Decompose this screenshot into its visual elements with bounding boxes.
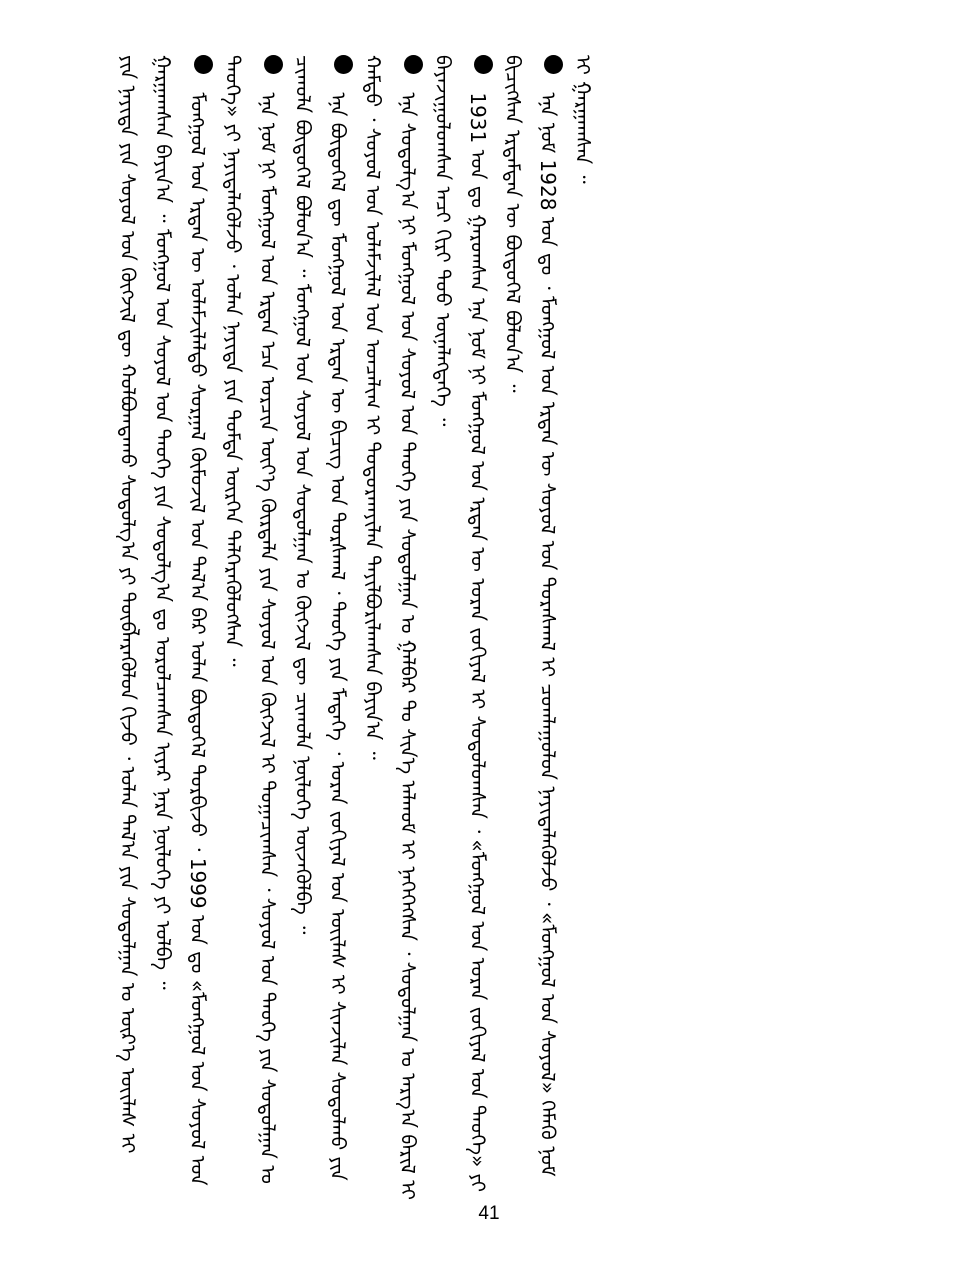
paragraph-3 (320, 55, 390, 1200)
paragraph-text: ᠡᠨᠡ ᠨᠣᠮ ᠨᠢ ᠮᠣᠩᠭᠣᠯ ᠤᠨ ᠡᠷᠲᠡᠨ ᠡᠴᠡ ᠣᠷᠴᠢᠨ ᠦᠶ᠎ᠡ ᠬᠦᠷᠲᠡᠯᠡ ᠶᠢᠨ ᠰᠣᠶᠣᠯ ᠤᠨ ᠬᠥᠭᠵᠢᠯ ᠢ ᠲᠣᠭᠠᠴᠢᠭᠰᠠᠨ ᠂ ᠰᠣᠶᠣᠯ ᠤᠨ ᠲᠡᠦᠬᠡ ᠶᠢᠨ ᠰᠤᠳᠤᠯᠭᠠᠨ ᠤ ᠴᠢᠬᠤᠯᠠ ᠪᠦᠲᠦᠭᠡᠯ ᠪᠣᠯᠤᠨ᠎ᠠ ᠃ ᠮᠣᠩᠭᠣᠯ ᠤᠨ ᠰᠣᠶᠣᠯ ᠤᠨ ᠰᠤᠳᠤᠯᠭᠠᠨ ᠤ ᠬᠥᠭᠵᠢᠯ ᠳᠦ ᠴᠢᠬᠤᠯᠠ ᠨᠥᠯᠦᠭᠡ ᠦᠵᠡᠭᠦᠯᠪᠡ ᠃ (256, 55, 315, 1184)
paragraph-1 (180, 55, 250, 1200)
paragraph-text: 1931 ᠣᠨ ᠳᠤ ᠭᠠᠷᠤᠭᠰᠠᠨ ᠡᠨᠡ ᠨᠣᠮ ᠨᠢ ᠮᠣᠩᠭᠣᠯ ᠤᠨ ᠡᠷᠲᠡᠨ ᠦ ᠤᠷᠠᠨ ᠵᠣᠬᠢᠶᠠᠯ ᠢ ᠰᠤᠳᠤᠯᠤᠭᠰᠠᠨ ᠂ «ᠮᠣᠩᠭᠣᠯ ᠤᠨ ᠤᠷᠠᠨ ᠵᠣᠬᠢᠶᠠᠯ ᠤᠨ ᠲᠡᠦᠬᠡ» ᠶᠢ ᠪᠢᠴᠢᠭᠰᠡᠨ ᠡᠷᠳᠡᠮᠲᠡᠨ ᠦ ᠪᠦᠲᠦᠭᠡᠯ ᠪᠣᠯᠤᠨ᠎ᠠ ᠃ (466, 55, 525, 1192)
paragraph-6 (530, 55, 600, 1200)
paragraph-text: ᠶᠢᠨ ᠨᠡᠶᠢᠲᠡ ᠶᠢᠨ ᠰᠣᠶᠣᠯ ᠤᠨ ᠬᠥᠭᠵᠢᠯ ᠳᠦ ᠬᠣᠯᠪᠣᠭᠳᠠᠬᠤ ᠰᠤᠳᠤᠯᠭ᠎ᠠ ᠶᠢ ᠲᠥᠪᠯᠡᠷᠡᠭᠦᠯᠦᠨ ᠬᠢᠵᠦ ᠂ ᠣᠯᠠᠨ ᠲᠠᠯ᠎ᠠ ᠶᠢᠨ ᠰᠤᠳᠤᠯᠭᠠᠨ ᠤ ᠦᠷ᠎ᠡ ᠦᠢᠯᠡᠰ ᠢ ᠭᠠᠷᠭᠠᠭᠰᠠᠨ ᠪᠠᠶᠢᠨ᠎ᠠ ᠃ ᠮᠣᠩᠭᠣᠯ ᠤᠨ ᠰᠣᠶᠣᠯ ᠤᠨ ᠲᠡᠦᠬᠡ ᠶᠢᠨ ᠰᠤᠳᠤᠯᠭ᠎ᠠ ᠳᠤ ᠣᠷᠣᠯᠴᠠᠭᠰᠠᠨ ᠢᠶᠡᠷ ᠨᠡᠷᠡ ᠨᠥᠯᠦᠭᠡ ᠶᠢ ᠣᠯᠪᠠ ᠃ (116, 55, 175, 1154)
paragraph-4 (390, 55, 460, 1200)
paragraph-text: ᠡᠨᠡ ᠪᠦᠲᠦᠭᠡᠯ ᠳᠦ ᠮᠣᠩᠭᠣᠯ ᠤᠨ ᠡᠷᠲᠡᠨ ᠦ ᠪᠢᠴᠢᠭ ᠤᠨ ᠳᠤᠷᠰᠭᠠᠯ ᠂ ᠲᠡᠦᠬᠡ ᠶᠢᠨ ᠮᠡᠳᠡᠭᠡ ᠂ ᠤᠷᠠᠨ ᠵᠣᠬᠢᠶᠠᠯ ᠤᠨ ᠦᠢᠯᠡᠰ ᠢ ᠰᠢᠨᠵᠢᠯᠡᠨ ᠰᠤᠳᠤᠯᠬᠤ ᠶᠢᠨ ᠬᠠᠮᠲᠤ ᠂ ᠰᠣᠶᠣᠯ ᠤᠨ ᠤᠯᠠᠮᠵᠢᠯᠠᠯ ᠤᠨ ᠣᠨᠴᠠᠯᠢᠭ ᠢ ᠲᠣᠳᠣᠷᠬᠠᠶᠢᠯᠠᠨ ᠲᠠᠶᠢᠯᠪᠤᠷᠢᠯᠠᠭᠰᠠᠨ ᠪᠠᠶᠢᠨ᠎ᠠ ᠃ (326, 55, 385, 1181)
bullet-icon (334, 55, 353, 74)
bullet-icon (474, 55, 493, 74)
bullet-icon (404, 55, 423, 74)
paragraph-2 (250, 55, 320, 1200)
page-number: 41 (478, 1203, 500, 1224)
bullet-icon (544, 55, 563, 74)
paragraph-text: ᠡᠨᠡ ᠰᠤᠳᠤᠯᠭ᠎ᠠ ᠨᠢ ᠮᠣᠩᠭᠣᠯ ᠤᠨ ᠰᠣᠶᠣᠯ ᠤᠨ ᠲᠡᠦᠬᠡ ᠶᠢᠨ ᠰᠤᠳᠤᠯᠭᠠᠨ ᠤ ᠭᠠᠯᠪᠠᠷ ᠲᠤ ᠰᠢᠨ᠎ᠡ ᠠᠯᠬᠤᠮ ᠢ ᠨᠡᠭᠡᠭᠡᠭᠰᠡᠨ ᠂ ᠰᠤᠳᠤᠯᠭᠠᠨ ᠤ ᠠᠷᠭ᠎ᠠ ᠪᠠᠷᠢᠯ ᠢ ᠪᠠᠶᠠᠵᠢᠭᠤᠯᠤᠭᠰᠠᠨ ᠠᠴᠢ ᠬᠢᠷᠢ ᠳᠣᠣ ᠦᠨᠡᠯᠡᠭᠳᠡᠭᠡ ᠃ (396, 55, 455, 1201)
mongolian-vertical-text-body (110, 55, 810, 1200)
paragraph-5 (460, 55, 530, 1200)
paragraph-text: ᠡᠨᠡ ᠨᠣᠮ 1928 ᠣᠨ ᠳᠤ ᠂ ᠮᠣᠩᠭᠣᠯ ᠤᠨ ᠡᠷᠲᠡᠨ ᠦ ᠰᠣᠶᠣᠯ ᠤᠨ ᠳᠤᠷᠠᠰᠬᠠᠯ ᠢ ᠴᠤᠭᠯᠠᠭᠤᠯᠤᠨ ᠨᠡᠶᠢᠲᠡᠯᠡᠭᠦᠯᠵᠦ ᠂ «ᠮᠣᠩᠭᠣᠯ ᠤᠨ ᠰᠣᠶᠣᠯ» ᠬᠡᠮᠡᠬᠦ ᠨᠣᠮ ᠢ ᠭᠠᠷᠭᠠᠭᠰᠠᠨ ᠃ (536, 55, 595, 1177)
paragraph-0 (110, 55, 180, 1200)
bullet-icon (194, 55, 213, 74)
bullet-icon (264, 55, 283, 74)
paragraph-text: ᠮᠣᠩᠭᠣᠯ ᠤᠨ ᠡᠷᠲᠡᠨ ᠦ ᠤᠯᠠᠮᠵᠢᠯᠠᠯᠲᠤ ᠰᠤᠷᠭᠠᠯ ᠬᠦᠮᠦᠵᠢᠯ ᠤᠨ ᠲᠠᠯ᠎ᠠ ᠪᠠᠷ ᠣᠯᠠᠨ ᠪᠦᠲᠦᠭᠡᠯ ᠲᠤᠷᠪᠢᠵᠤ ᠂ 1999 ᠣᠨ ᠳᠤ «ᠮᠣᠩᠭᠣᠯ ᠤᠨ ᠰᠣᠶᠣᠯ ᠤᠨ ᠲᠡᠦᠬᠡ» ᠶᠢ ᠨᠡᠶᠢᠲᠡᠯᠡᠭᠦᠯᠵᠦ ᠂ ᠣᠯᠠᠨ ᠨᠡᠶᠢᠲᠡ ᠶᠢᠨ ᠳᠤᠮᠳᠠ ᠥᠷᠭᠡᠨ ᠳᠡᠯᠭᠡᠷᠡᠭᠦᠯᠦᠭᠰᠡᠨ ᠃ (186, 55, 245, 1186)
